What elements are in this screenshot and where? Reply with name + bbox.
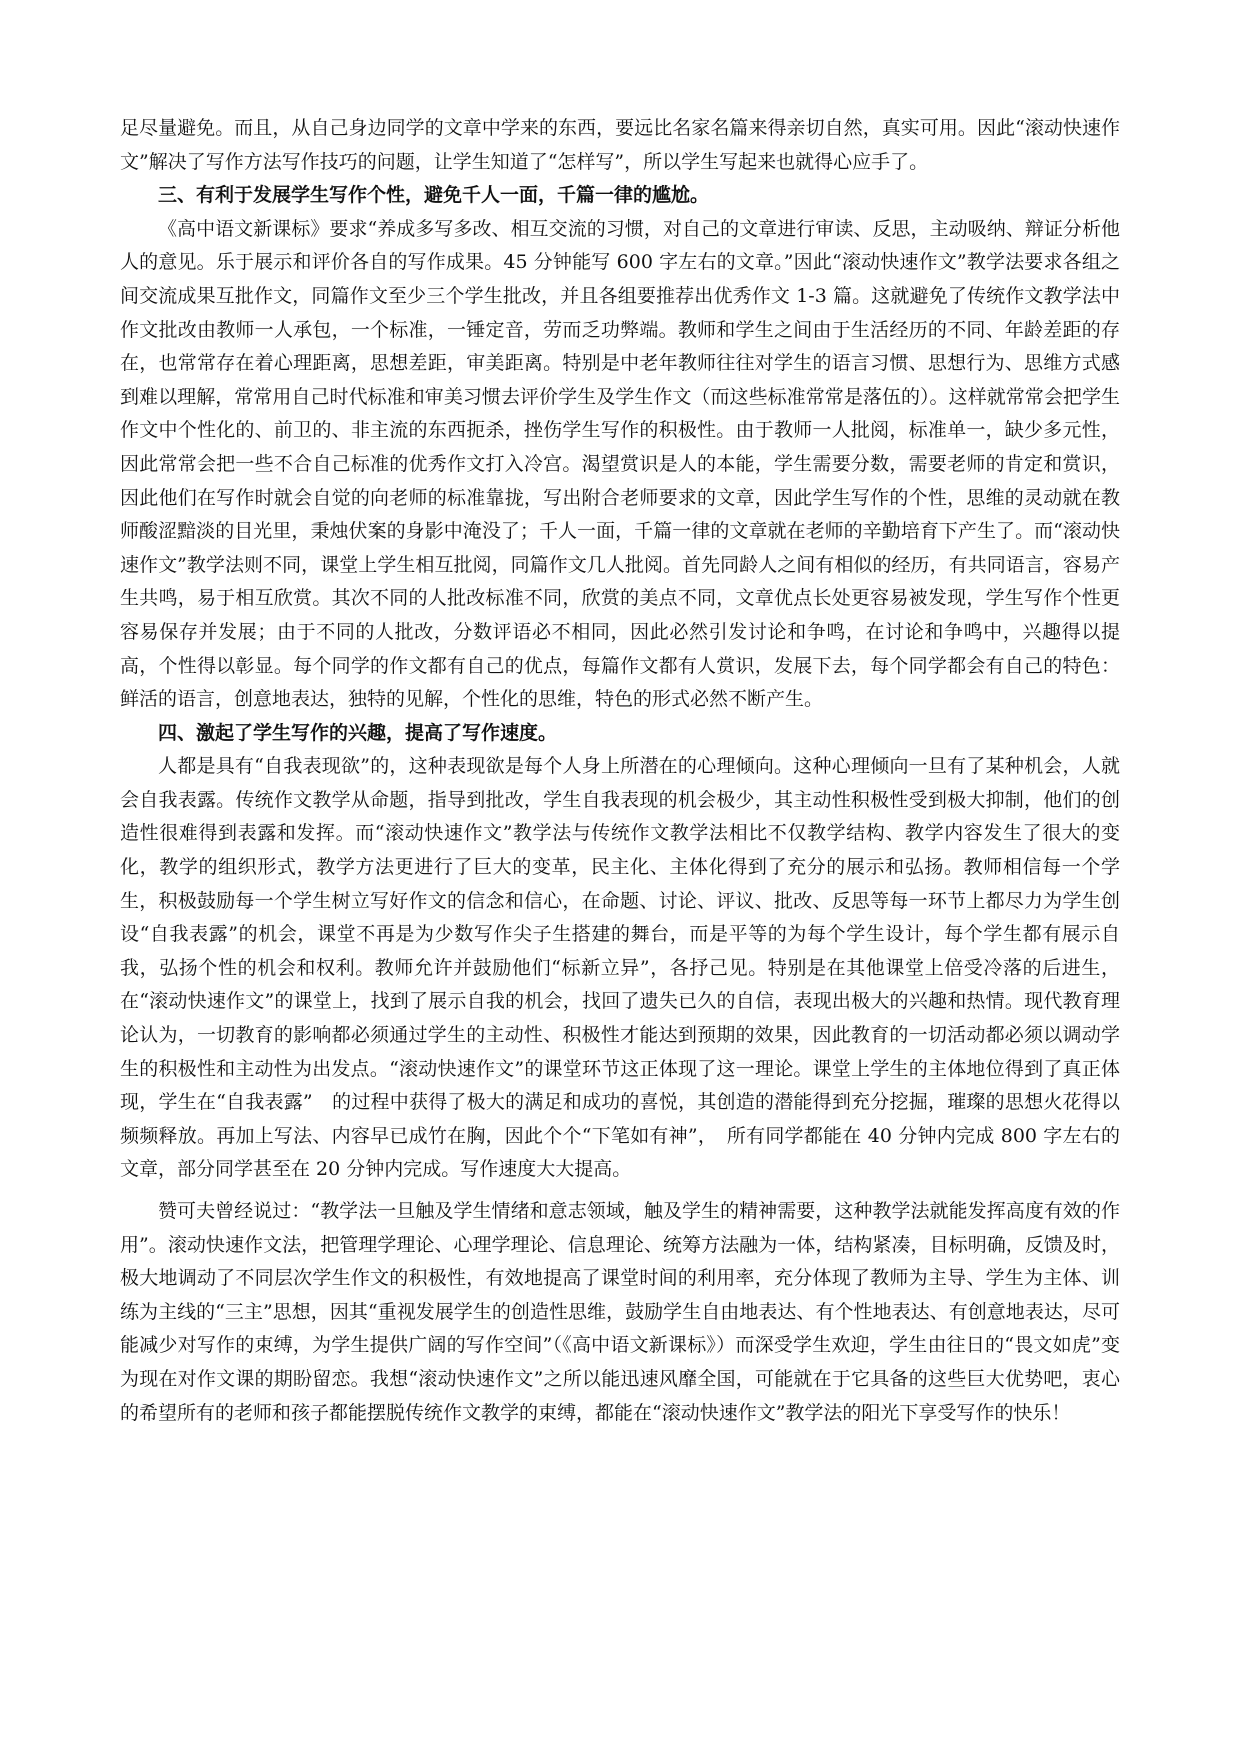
section-heading-4: 四、激起了学生写作的兴趣，提高了写作速度。 [158,721,558,744]
paragraph-section-4: 人都是具有“自我表现欲”的，这种表现欲是每个人身上所潜在的心理倾向。这种心理倾向一旦有了某种机会，人就会自我表露。传统作文教学从命题，指导到批改，学生自我表现的机会极少，其主动性积极性受到极大抑制，他们的创造性很难得到表露和发挥。而“滚动快速作文”教学法与传统作文教学法相比不仅教学结构、教学内容发生了很大的变化，教学的组织形式，教学方法更进行了巨大的变革，民主化、主体化得到了充分的展示和弘扬。教师相信每一个学生，积极鼓励每一个学生树立写好作文的信念和信心，在命题、讨论、评议、批改、反思等每一环节上都尽力为学生创设“自我表露”的机会，课堂不再是为少数写作尖子生搭建的舞台，而是平等的为每个学生设计，每个学生都有展示自我，弘扬个性的机会和权利。教师允许并鼓励他们“标新立异”，各抒己见。特别是在其他课堂上倍受冷落的后进生，在“滚动快速作文”的课堂上，找到了展示自我的机会，找回了遗失已久的自信，表现出极大的兴趣和热情。现代教育理论认为，一切教育的影响都必须通过学生的主动性、积极性才能达到预期的效果，因此教育的一切活动都必须以调动学生的积极性和主动性为出发点。“滚动快速作文”的课堂环节这正体现了这一理论。课堂上学生的主体地位得到了真正体现，学生在“自我表露” 的过程中获得了极大的满足和成功的喜悦，其创造的潜能得到充分挖掘，璀璨的思想火花得以频频释放。再加上写法、内容早已成竹在胸，因此个个“下笔如有神”， 所有同学都能在 40 分钟内完成 800 字左右的文章，部分同学甚至在 20 分钟内完成。写作速度大大提高。 [120,755,1120,1181]
paragraph-intro-continuation: 足尽量避免。而且，从自己身边同学的文章中学来的东西，要远比名家名篇来得亲切自然，真实可用。因此“滚动快速作文”解决了写作方法写作技巧的问题，让学生知道了“怎样写”，所以学生写起来也就得心应手了。 [120,117,1120,173]
document-page [120,112,1120,1430]
paragraph-conclusion: 赞可夫曾经说过：“教学法一旦触及学生情绪和意志领域，触及学生的精神需要，这种教学法就能发挥高度有效的作用”。滚动快速作文法，把管理学理论、心理学理论、信息理论、统筹方法融为一体，结构紧凑，目标明确，反馈及时，极大地调动了不同层次学生作文的积极性，有效地提高了课堂时间的利用率，充分体现了教师为主导、学生为主体、训练为主线的“三主”思想，因其“重视发展学生的创造性思维，鼓励学生自由地表达、有个性地表达、有创意地表达，尽可能减少对写作的束缚，为学生提供广阔的写作空间”（《高中语文新课标》）而深受学生欢迎，学生由往日的“畏文如虎”变为现在对作文课的期盼留恋。我想“滚动快速作文”之所以能迅速风靡全国，可能就在于它具备的这些巨大优势吧，衷心的希望所有的老师和孩子都能摆脱传统作文教学的束缚，都能在“滚动快速作文”教学法的阳光下享受写作的快乐！ [120,1200,1120,1424]
paragraph-section-3: 《高中语文新课标》要求“养成多写多改、相互交流的习惯，对自己的文章进行审读、反思，主动吸纳、辩证分析他人的意见。乐于展示和评价各自的写作成果。45 分钟能写 600 字左右的文章。”因此“滚动快速作文”教学法要求各组之间交流成果互批作文，同篇作文至少三个学生批改，并且各组要推荐出优秀作文 1-3 篇。这就避免了传统作文教学法中作文批改由教师一人承包，一个标准，一锤定音，劳而乏功弊端。教师和学生之间由于生活经历的不同、年龄差距的存在，也常常存在着心理距离，思想差距，审美距离。特别是中老年教师往往对学生的语言习惯、思想行为、思维方式感到难以理解，常常用自己时代标准和审美习惯去评价学生及学生作文（而这些标准常常是落伍的）。这样就常常会把学生作文中个性化的、前卫的、非主流的东西扼杀，挫伤学生写作的积极性。由于教师一人批阅，标准单一，缺少多元性，因此常常会把一些不合自己标准的优秀作文打入冷宫。渴望赏识是人的本能，学生需要分数，需要老师的肯定和赏识，因此他们在写作时就会自觉的向老师的标准靠拢，写出附合老师要求的文章，因此学生写作的个性，思维的灵动就在教师酸涩黯淡的目光里，秉烛伏案的身影中淹没了；千人一面，千篇一律的文章就在老师的辛勤培育下产生了。而“滚动快速作文”教学法则不同，课堂上学生相互批阅，同篇作文几人批阅。首先同龄人之间有相似的经历，有共同语言，容易产生共鸣，易于相互欣赏。其次不同的人批改标准不同，欣赏的美点不同，文章优点长处更容易被发现，学生写作个性更容易保存并发展；由于不同的人批改，分数评语必不相同，因此必然引发讨论和争鸣，在讨论和争鸣中，兴趣得以提高，个性得以彰显。每个同学的作文都有自己的优点，每篇作文都有人赏识，发展下去，每个同学都会有自己的特色：鲜活的语言，创意地表达，独特的见解，个性化的思维，特色的形式必然不断产生。 [120,217,1120,711]
section-heading-3: 三、有利于发展学生写作个性，避免千人一面，千篇一律的尴尬。 [158,184,710,207]
